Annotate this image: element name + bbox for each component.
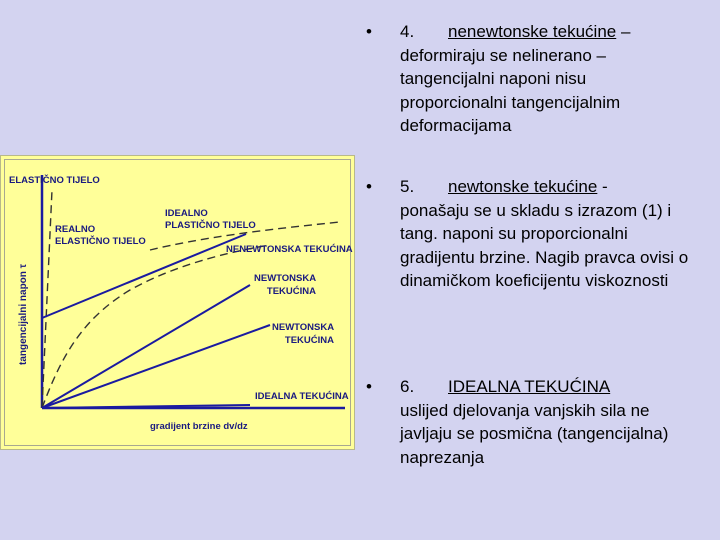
bullet-marker: •	[366, 377, 372, 396]
label-real-elastic-1: REALNO	[55, 224, 96, 235]
x-axis-label: gradijent brzine dv/dz	[150, 421, 248, 432]
bullet-number: 4.	[400, 22, 415, 41]
label-ideal-plastic-2: PLASTIČNO TIJELO	[165, 220, 256, 231]
bullet-marker: •	[366, 177, 372, 196]
bullet-term: IDEALNA TEKUĆINA	[448, 377, 611, 396]
elastic-body-line	[42, 190, 52, 408]
bullet-marker: •	[366, 22, 372, 41]
label-real-elastic-2: ELASTIČNO TIJELO	[55, 236, 146, 247]
bullet-term-suffix: –	[616, 22, 631, 41]
label-ideal-fluid: IDEALNA TEKUĆINA	[255, 391, 349, 402]
label-elastic-body: ELASTIČNO TIJELO	[9, 175, 100, 186]
bullet-number: 5.	[400, 177, 415, 196]
label-ideal-plastic-1: IDEALNO	[165, 208, 208, 219]
bullet-body: deformiraju se nelinerano – tangencijalni naponi nisu proporcionalni tangencijalnim deformacijama	[400, 45, 621, 135]
y-axis-label: tangencijalni napon τ	[18, 263, 29, 365]
label-newtonian-b-1: NEWTONSKA	[272, 322, 335, 333]
bullet-body: ponašaju se u skladu s izrazom (1) i tang. naponi su proporcionalni gradijentu brzine. Nagib pravca ovisi o dinamičkom koeficijentu viskoznosti	[400, 200, 689, 290]
bullet-body: uslijed djelovanja vanjskih sila ne javljaju se posmična (tangencijalna) naprezanja	[400, 400, 669, 467]
label-newtonian-a-2: TEKUĆINA	[266, 286, 316, 297]
newtonian-line-b	[42, 325, 270, 408]
real-elastic-curve	[42, 245, 270, 408]
bullet-term-suffix: -	[597, 177, 608, 196]
bullet-number: 6.	[400, 377, 415, 396]
bullet-term: newtonske tekućine	[448, 177, 598, 196]
newtonian-line-a	[42, 285, 250, 408]
label-newtonian-a-1: NEWTONSKA	[254, 273, 317, 284]
label-newtonian-b-2: TEKUĆINA	[284, 335, 334, 346]
bullet-term: nenewtonske tekućine	[448, 22, 617, 41]
label-non-newtonian: NENEWTONSKA TEKUĆINA	[226, 244, 353, 255]
